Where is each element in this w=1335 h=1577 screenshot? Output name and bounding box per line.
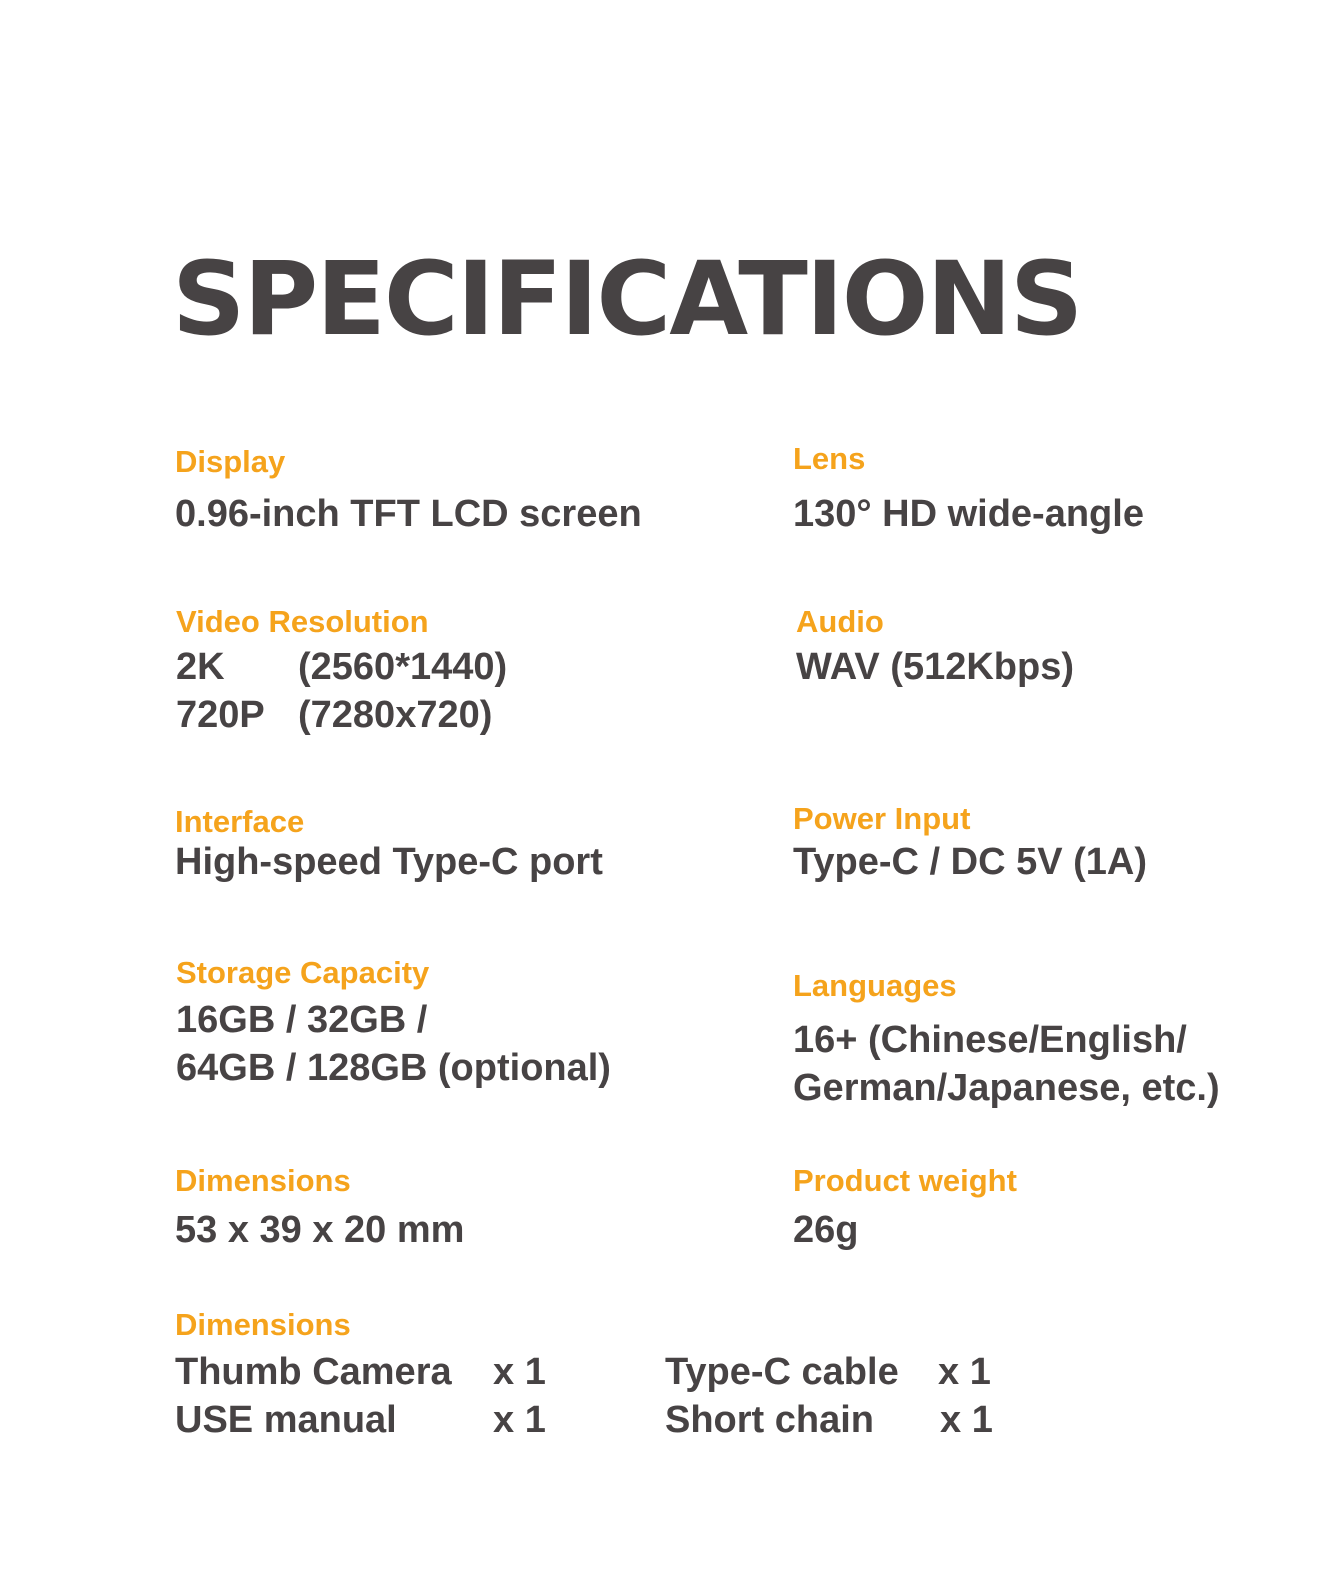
page-title: SPECIFICATIONS [172,240,1082,359]
resolution-name: 720P [176,694,265,736]
spec-value-line: 64GB / 128GB (optional) [176,1047,611,1089]
spec-label: Lens [793,441,866,476]
package-item-name: Thumb Camera [175,1351,452,1393]
spec-interface [175,802,715,886]
spec-label: Product weight [793,1163,1017,1198]
spec-label: Video Resolution [176,604,429,639]
package-item-qty: x 1 [493,1399,546,1441]
package-item [665,1348,1065,1396]
spec-label: Audio [796,604,884,639]
spec-audio [796,602,1335,691]
resolution-value: (2560*1440) [298,646,508,688]
package-label: Dimensions [175,1307,351,1342]
package-item-name: Short chain [665,1399,875,1441]
resolution-value: (7280x720) [298,694,493,736]
package-section [175,1305,715,1345]
spec-video-resolution [176,602,716,739]
spec-lens [793,439,1333,538]
package-item [175,1396,575,1444]
resolution-row [176,643,716,691]
package-item [175,1348,575,1396]
spec-label: Display [175,444,286,479]
spec-languages [793,966,1333,1112]
spec-dimensions [175,1161,715,1254]
resolution-name: 2K [176,646,225,688]
spec-value: 26g [793,1209,859,1251]
spec-label: Dimensions [175,1163,351,1198]
spec-value: High-speed Type-C port [175,841,603,883]
package-item-qty: x 1 [938,1351,991,1393]
package-item [665,1396,1065,1444]
spec-value: 0.96-inch TFT LCD screen [175,493,642,535]
spec-label: Power Input [793,801,971,836]
spec-value-line: 16GB / 32GB / [176,999,428,1041]
package-item-qty: x 1 [493,1351,546,1393]
spec-value: 53 x 39 x 20 mm [175,1209,465,1251]
resolution-row [176,691,716,739]
spec-storage-capacity [176,953,716,1092]
package-item-name: Type-C cable [665,1351,899,1393]
spec-display [175,442,715,538]
spec-label: Storage Capacity [176,955,430,990]
spec-power-input [793,799,1333,886]
spec-label: Interface [175,804,305,839]
spec-value-line: German/Japanese, etc.) [793,1067,1220,1109]
spec-value-line: 16+ (Chinese/English/ [793,1019,1187,1061]
spec-value: WAV (512Kbps) [796,646,1075,688]
spec-product-weight [793,1161,1333,1254]
spec-label: Languages [793,968,957,1003]
spec-value: Type-C / DC 5V (1A) [793,841,1148,883]
package-item-name: USE manual [175,1399,397,1441]
package-item-qty: x 1 [940,1399,993,1441]
spec-value: 130° HD wide-angle [793,493,1144,535]
